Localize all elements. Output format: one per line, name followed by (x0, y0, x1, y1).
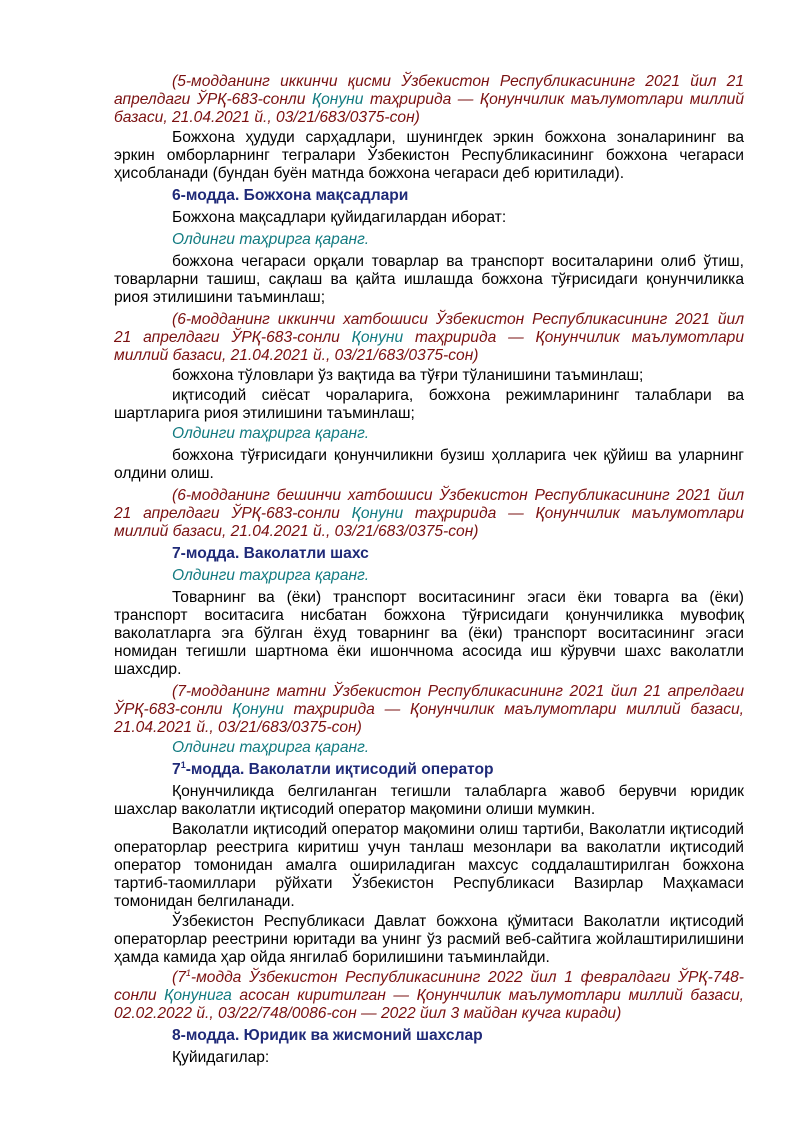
note-text: таҳририда — Қонунчилик маълумотлари миллий базаси, 21.04.2021 й., 03/21/683/0375-сон) (114, 505, 744, 540)
paragraph: Товарнинг ва (ёки) транспорт воситасининг эгаси ёки товарга ва (ёки) транспорт воситасига нисбатан божхона тўғрисидаги қонунчиликка мувофиқ ваколатларга эга бўлган ёхуд товарнинг ва (ёки) транспорт воситасининг эгаси номидан тегишли шартнома ёки ишончнома асосида иш кўрувчи шахс ваколатли шахсдир. (114, 589, 744, 678)
paragraph: Ўзбекистон Республикаси Давлат божхона қўмитаси Ваколатли иқтисодий операторлар реестрини юритади ва унинг ўз расмий веб-сайтига жойлаштирилишини ҳамда камида ҳар ойда янгилаб борилишини таъминлайди. (114, 913, 744, 966)
previous-edition-link[interactable]: Олдинги таҳрирга қаранг. (172, 231, 370, 248)
note-text: (7 (172, 969, 186, 986)
paragraph: божхона тўғрисидаги қонунчиликни бузиш ҳолларига чек қўйиш ва уларнинг олдини олиш. (114, 447, 744, 482)
paragraph: божхона тўловлари ўз вақтида ва тўғри тўланишини таъминлаш; (172, 367, 644, 384)
paragraph: Қонунчиликда белгиланган тегишли талабларга жавоб берувчи юридик шахслар ваколатли иқтисодий оператор мақомини олиши мумкин. (114, 783, 744, 818)
amendment-note (114, 73, 744, 127)
law-link[interactable]: Қонунига (164, 987, 232, 1004)
previous-edition-link[interactable]: Олдинги таҳрирга қаранг. (172, 567, 370, 584)
note-text: -модда Ўзбекистон Республикасининг 2022 йил 1 февралдаги ЎРҚ-748-сонли (114, 969, 744, 1004)
note-text: (5-модданинг иккинчи қисми Ўзбекистон Республикасининг 2021 йил 21 апрелдаги ЎРҚ-683-сонли (114, 73, 744, 108)
heading-number: 7 (172, 761, 181, 778)
law-link[interactable]: Қонуни (311, 91, 364, 108)
amendment-note (114, 683, 744, 737)
note-text: (6-модданинг бешинчи хатбошиси Ўзбекистон Республикасининг 2021 йил 21 апрелдаги ЎРҚ-683-сонли (114, 487, 744, 522)
previous-edition-link[interactable]: Олдинги таҳрирга қаранг. (172, 739, 370, 756)
law-link[interactable]: Қонуни (232, 701, 284, 718)
article-heading: 7-модда. Ваколатли шахс (172, 545, 369, 562)
article-heading (114, 761, 744, 779)
law-link[interactable]: Қонуни (351, 329, 404, 346)
paragraph: божхона чегараси орқали товарлар ва транспорт воситаларини олиб ўтиш, товарларни ташиш, сақлаш ва қайта ишлашда божхона тўғрисидаги қонунчиликка риоя этилишини таъминлаш; (114, 253, 744, 306)
heading-superscript: 1 (180, 759, 186, 770)
note-superscript: 1 (185, 967, 191, 978)
previous-edition-link[interactable]: Олдинги таҳрирга қаранг. (172, 425, 370, 442)
note-text: таҳририда — Қонунчилик маълумотлари миллий базаси, 21.04.2021 й., 03/21/683/0375-сон) (114, 701, 745, 736)
note-text: (7-модданинг матни Ўзбекистон Республикасининг 2021 йил 21 апрелдаги ЎРҚ-683-сонли (114, 683, 744, 718)
amendment-note (114, 311, 744, 365)
note-text: асосан киритилган — Қонунчилик маълумотлари миллий базаси, 02.02.2022 й., 03/22/748/0086-сон — 2022 йил 3 майдан кучга киради) (114, 987, 744, 1022)
paragraph: иқтисодий сиёсат чораларига, божхона режимларининг талаблари ва шартларига риоя этилишини таъминлаш; (114, 387, 744, 422)
paragraph: Қуйидагилар: (172, 1049, 270, 1066)
note-text: (6-модданинг иккинчи хатбошиси Ўзбекистон Республикасининг 2021 йил 21 апрелдаги ЎРҚ-683-сонли (114, 311, 744, 346)
note-text: таҳририда — Қонунчилик маълумотлари миллий базаси, 21.04.2021 й., 03/21/683/0375-сон) (114, 91, 745, 126)
law-link[interactable]: Қонуни (351, 505, 404, 522)
paragraph: Божхона мақсадлари қуйидагилардан иборат: (172, 209, 507, 226)
paragraph: Ваколатли иқтисодий оператор мақомини олиш тартиби, Ваколатли иқтисодий операторлар реестрига киритиш учун танлаш мезонлари ва ваколатли иқтисодий оператор томонидан амалга ошириладиган махсус соддалаштирилган божхона тартиб-таомиллари рўйхати Ўзбекистон Республикаси Вазирлар Маҳкамаси томонидан белгиланади. (114, 821, 744, 910)
article-heading: 8-модда. Юридик ва жисмоний шахслар (172, 1027, 483, 1044)
amendment-note (114, 487, 744, 541)
paragraph: Божхона ҳудуди сарҳадлари, шунингдек эркин божхона зоналарининг ва эркин омборларнинг тегралари Ўзбекистон Республикасининг божхона чегараси ҳисобланади (бундан буён матнда божхона чегараси деб юритилади). (114, 129, 744, 182)
amendment-note (114, 969, 744, 1023)
article-heading: 6-модда. Божхона мақсадлари (172, 187, 409, 204)
heading-text: -модда. Ваколатли иқтисодий оператор (185, 761, 494, 778)
note-text: таҳририда — Қонунчилик маълумотлари миллий базаси, 21.04.2021 й., 03/21/683/0375-сон) (114, 329, 744, 364)
